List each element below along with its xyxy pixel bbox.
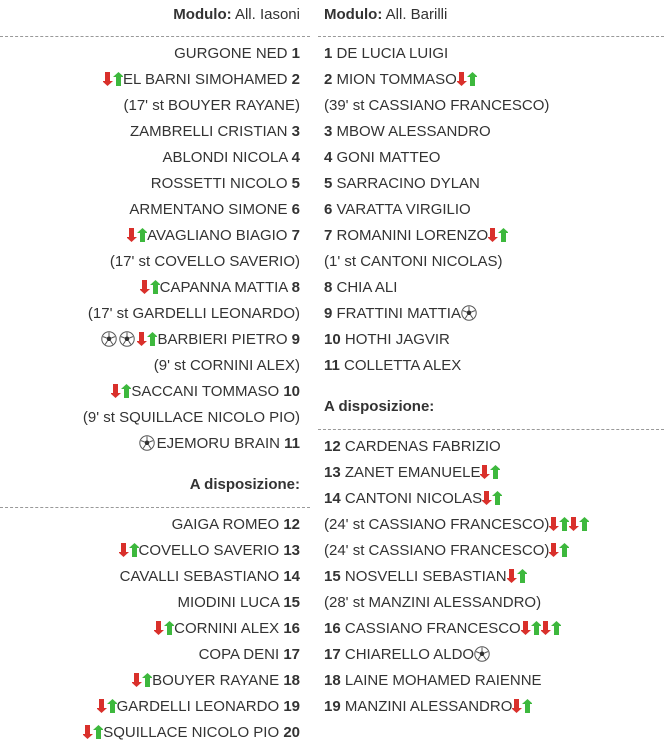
home-lineup-row [0, 41, 310, 67]
home-bench-row [0, 564, 310, 590]
home-lineup-row [0, 353, 310, 379]
home-lineup-row [0, 67, 310, 93]
player-name: MBOW ALESSANDRO [336, 123, 491, 140]
player-name: AVAGLIANO BIAGIO [147, 227, 288, 244]
player-number: 8 [324, 279, 333, 296]
home-modulo-header [0, 0, 310, 36]
away-bench-row [318, 668, 664, 694]
home-lineup-row [0, 93, 310, 119]
home-modulo-label: Modulo: [173, 6, 232, 23]
sub-icon [549, 542, 569, 558]
away-team-column [318, 0, 664, 720]
away-lineup-row [318, 223, 664, 249]
player-number: 1 [291, 45, 300, 62]
player-name: GURGONE NED [174, 45, 288, 62]
home-bench-row [0, 668, 310, 694]
player-name: BOUYER RAYANE [152, 672, 280, 689]
sub-icon [480, 464, 500, 480]
player-name: ROSSETTI NICOLO [150, 175, 288, 192]
sub-icon [119, 542, 139, 558]
home-bench-row [0, 590, 310, 616]
away-bench-row [318, 434, 664, 460]
sub-icon [127, 227, 147, 243]
player-number: 20 [283, 724, 300, 741]
sub-icon [549, 516, 569, 532]
player-number: 3 [324, 123, 333, 140]
sub-icon [482, 490, 502, 506]
player-number: 15 [324, 568, 341, 585]
player-name: COVELLO SAVERIO [138, 542, 280, 559]
home-lineup-row [0, 223, 310, 249]
player-number: 9 [291, 331, 300, 348]
player-number: 19 [283, 698, 300, 715]
home-bench-row [0, 642, 310, 668]
player-number: 12 [283, 516, 300, 533]
player-name: CAVALLI SEBASTIANO [119, 568, 280, 585]
player-name: ZANET EMANUELE [344, 464, 481, 481]
home-lineup-row [0, 249, 310, 275]
away-bench-row [318, 564, 664, 590]
away-bench-row [318, 512, 664, 538]
away-lineup-row [318, 119, 664, 145]
player-name: (24' st CASSIANO FRANCESCO) [324, 516, 550, 533]
home-lineup-row [0, 405, 310, 431]
player-number: 1 [324, 45, 333, 62]
player-number: 13 [324, 464, 341, 481]
ball-icon [101, 331, 117, 347]
home-coach: All. Iasoni [234, 6, 300, 23]
sub-icon [97, 698, 117, 714]
away-bench-row [318, 460, 664, 486]
player-name: (17' st BOUYER RAYANE) [123, 97, 300, 114]
sub-icon [103, 71, 123, 87]
player-name: MION TOMMASO [336, 71, 457, 88]
home-lineup-row [0, 431, 310, 457]
away-lineup-row [318, 275, 664, 301]
player-number: 13 [283, 542, 300, 559]
away-bench-list [318, 430, 664, 720]
away-lineup-row [318, 145, 664, 171]
player-name: NOSVELLI SEBASTIAN [344, 568, 507, 585]
player-name: EJEMORU BRAIN [156, 435, 280, 452]
player-number: 12 [324, 438, 341, 455]
home-lineup-row [0, 275, 310, 301]
sub-icon [507, 568, 527, 584]
player-name: VARATTA VIRGILIO [336, 201, 471, 218]
player-number: 18 [283, 672, 300, 689]
away-lineup-row [318, 41, 664, 67]
home-lineup-row [0, 171, 310, 197]
home-lineup-list [0, 37, 310, 457]
away-bench-row [318, 486, 664, 512]
player-number: 18 [324, 672, 341, 689]
home-bench-row [0, 616, 310, 642]
player-number: 16 [283, 620, 300, 637]
player-number: 15 [283, 594, 300, 611]
player-name: (9' st CORNINI ALEX) [153, 357, 300, 374]
away-lineup-row [318, 327, 664, 353]
player-number: 14 [324, 490, 341, 507]
player-number: 5 [324, 175, 333, 192]
player-number: 8 [291, 279, 300, 296]
away-lineup-row [318, 67, 664, 93]
away-modulo-header [318, 0, 664, 36]
player-name: (17' st COVELLO SAVERIO) [109, 253, 300, 270]
player-number: 3 [291, 123, 300, 140]
player-number: 10 [324, 331, 341, 348]
player-number: 2 [324, 71, 333, 88]
away-modulo-label: Modulo: [324, 6, 383, 23]
sub-icon [132, 672, 152, 688]
away-bench-row [318, 694, 664, 720]
away-lineup-row [318, 93, 664, 119]
player-number: 7 [324, 227, 333, 244]
player-name: (39' st CASSIANO FRANCESCO) [324, 97, 550, 114]
player-name: (1' st CANTONI NICOLAS) [324, 253, 503, 270]
player-name: EL BARNI SIMOHAMED [123, 71, 288, 88]
home-lineup-row [0, 327, 310, 353]
ball-icon [119, 331, 135, 347]
sub-icon [457, 71, 477, 87]
player-name: CHIA ALI [336, 279, 398, 296]
away-lineup-list [318, 37, 664, 379]
ball-icon [461, 305, 477, 321]
player-name: HOTHI JAGVIR [344, 331, 450, 348]
home-lineup-row [0, 119, 310, 145]
player-number: 2 [291, 71, 300, 88]
player-number: 10 [283, 383, 300, 400]
ball-icon [474, 646, 490, 662]
home-bench-row [0, 538, 310, 564]
sub-icon [140, 279, 160, 295]
away-bench-row [318, 538, 664, 564]
player-name: MIODINI LUCA [177, 594, 280, 611]
player-name: ZAMBRELLI CRISTIAN [129, 123, 288, 140]
away-lineup-row [318, 171, 664, 197]
player-name: CORNINI ALEX [174, 620, 280, 637]
player-name: GARDELLI LEONARDO [116, 698, 280, 715]
player-number: 19 [324, 698, 341, 715]
player-number: 14 [283, 568, 300, 585]
away-lineup-row [318, 249, 664, 275]
away-coach: All. Barilli [385, 6, 448, 23]
player-name: GAIGA ROMEO [171, 516, 280, 533]
player-number: 17 [324, 646, 341, 663]
away-lineup-row [318, 301, 664, 327]
player-name: ROMANINI LORENZO [336, 227, 489, 244]
player-name: LAINE MOHAMED RAIENNE [344, 672, 542, 689]
player-name: SQUILLACE NICOLO PIO [103, 724, 280, 741]
home-bench-row [0, 720, 310, 746]
home-lineup-row [0, 379, 310, 405]
player-number: 4 [324, 149, 333, 166]
player-number: 7 [291, 227, 300, 244]
player-name: COLLETTA ALEX [344, 357, 462, 374]
player-name: DE LUCIA LUIGI [336, 45, 449, 62]
sub-icon [111, 383, 131, 399]
away-bench-row [318, 616, 664, 642]
player-name: SARRACINO DYLAN [336, 175, 480, 192]
player-name: BARBIERI PIETRO [157, 331, 288, 348]
player-name: FRATTINI MATTIA [336, 305, 461, 322]
player-name: (9' st SQUILLACE NICOLO PIO) [82, 409, 300, 426]
player-name: SACCANI TOMMASO [131, 383, 280, 400]
home-bench-title: A disposizione: [189, 476, 300, 493]
player-name: CARDENAS FABRIZIO [344, 438, 501, 455]
player-name: COPA DENI [198, 646, 280, 663]
player-name: (28' st MANZINI ALESSANDRO) [324, 594, 542, 611]
player-number: 6 [291, 201, 300, 218]
away-lineup-row [318, 197, 664, 223]
player-name: CAPANNA MATTIA [159, 279, 288, 296]
player-number: 11 [324, 357, 340, 374]
player-number: 11 [284, 435, 300, 452]
player-name: MANZINI ALESSANDRO [344, 698, 513, 715]
player-number: 16 [324, 620, 341, 637]
sub-icon [488, 227, 508, 243]
player-number: 17 [283, 646, 300, 663]
away-bench-row [318, 642, 664, 668]
away-bench-title: A disposizione: [324, 398, 435, 415]
home-bench-row [0, 512, 310, 538]
sub-icon [521, 620, 541, 636]
sub-icon [154, 620, 174, 636]
sub-icon [512, 698, 532, 714]
home-lineup-row [0, 145, 310, 171]
player-name: CHIARELLO ALDO [344, 646, 475, 663]
home-team-column [0, 0, 310, 746]
player-name: (24' st CASSIANO FRANCESCO) [324, 542, 550, 559]
player-name: ABLONDI NICOLA [162, 149, 288, 166]
home-bench-list [0, 508, 310, 746]
ball-icon [139, 435, 155, 451]
player-name: (17' st GARDELLI LEONARDO) [87, 305, 300, 322]
sub-icon [541, 620, 561, 636]
sub-icon [569, 516, 589, 532]
player-number: 6 [324, 201, 333, 218]
home-lineup-row [0, 301, 310, 327]
player-number: 9 [324, 305, 333, 322]
player-name: ARMENTANO SIMONE [129, 201, 288, 218]
away-bench-row [318, 590, 664, 616]
home-bench-row [0, 694, 310, 720]
player-name: CASSIANO FRANCESCO [344, 620, 521, 637]
home-lineup-row [0, 197, 310, 223]
away-lineup-row [318, 353, 664, 379]
sub-icon [83, 724, 103, 740]
sub-icon [137, 331, 157, 347]
player-name: CANTONI NICOLAS [344, 490, 483, 507]
player-number: 4 [291, 149, 300, 166]
player-name: GONI MATTEO [336, 149, 441, 166]
player-number: 5 [291, 175, 300, 192]
